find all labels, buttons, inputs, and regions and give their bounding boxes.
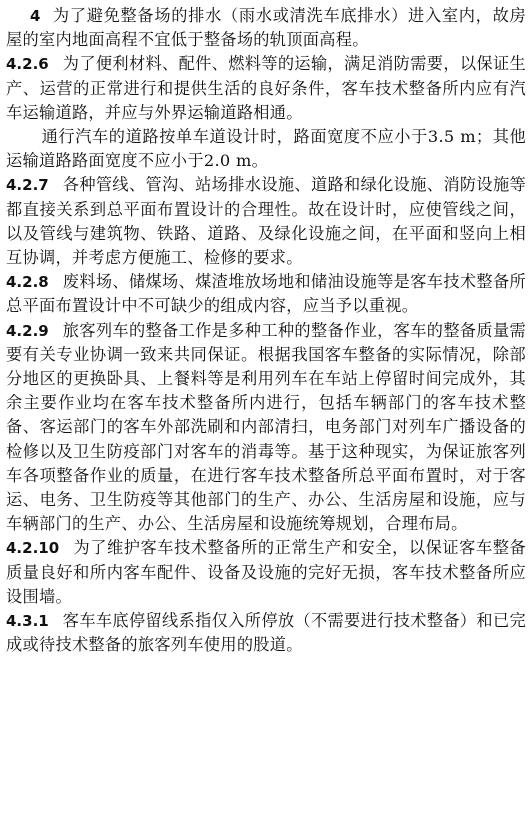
paragraph-text: 客车车底停留线系指仅入所停放（不需要进行技术整备）和已完成或待技术整备的旅客列车使用的股道。: [6, 611, 526, 655]
paragraph-4-2-6: [6, 52, 526, 125]
paragraph-text: 旅客列车的整备工作是多种工种的整备作业，客车的整备质量需要有关专业协调一致来共同保证。根据我国客车整备的实际情况，除部分地区的更换卧具、上餐料等是利用列车在车站上停留时间完成外，其余主要作业均在客车技术整备所内进行，包括车辆部门的客车技术整备、客运部门的客车外部洗刷和内部清扫，电务部门对列车广播设备的检修以及卫生防疫部门对客车的消毒等。基于这种现实，为保证旅客列车各项整备作业的质量，在进行客车技术整备所总平面布置时，对于客运、电务、卫生防疫等其他部门的生产、办公、生活房屋和设施，应与车辆部门的生产、办公、生活房屋和设施统筹规划，合理布局。: [6, 320, 526, 534]
clause-number: 4.2.6: [6, 55, 49, 74]
paragraph-text: 各种管线、管沟、站场排水设施、道路和绿化设施、消防设施等都直接关系到总平面布置设计的合理性。故在设计时，应使管线之间，以及管线与建筑物、铁路、道路、及绿化设施之间，在平面和竖向上相互协调，并考虑方便施工、检修的要求。: [6, 175, 526, 268]
clause-number: 4.2.7: [6, 176, 49, 195]
paragraph-4-2-6-road-width: [6, 125, 526, 173]
clause-number: 4.2.10: [6, 539, 60, 558]
paragraph-4: [6, 4, 526, 52]
paragraph-text: 为了避免整备场的排水（雨水或清洗车底排水）进入室内，故房屋的室内地面高程不宜低于整备场的轨顶面高程。: [6, 6, 526, 50]
clause-number: 4.2.9: [6, 321, 49, 340]
paragraph-4-2-9: [6, 319, 526, 537]
clause-number: 4: [30, 7, 41, 25]
clause-number: 4.3.1: [6, 612, 49, 631]
paragraph-4-3-1: [6, 609, 526, 657]
clause-number: 4.2.8: [6, 273, 49, 292]
paragraph-text: 通行汽车的道路按单车道设计时，路面宽度不应小于3.5 m；其他运输道路路面宽度不应小于2.0 m。: [6, 127, 526, 171]
paragraph-4-2-8: [6, 270, 526, 318]
paragraph-4-2-7: [6, 173, 526, 270]
paragraph-text: 为了便利材料、配件、燃料等的运输，满足消防需要，以保证生产、运营的正常进行和提供生活的良好条件，客车技术整备所内应有汽车运输道路，并应与外界运输道路相通。: [6, 54, 526, 122]
paragraph-text: 废料场、储煤场、煤渣堆放场地和储油设施等是客车技术整备所总平面布置设计中不可缺少的组成内容，应当予以重视。: [6, 272, 526, 316]
paragraph-text: 为了维护客车技术整备所的正常生产和安全，以保证客车整备质量良好和所内客车配件、设备及设施的完好无损，客车技术整备所应设围墙。: [6, 538, 526, 606]
paragraph-4-2-10: [6, 536, 526, 609]
